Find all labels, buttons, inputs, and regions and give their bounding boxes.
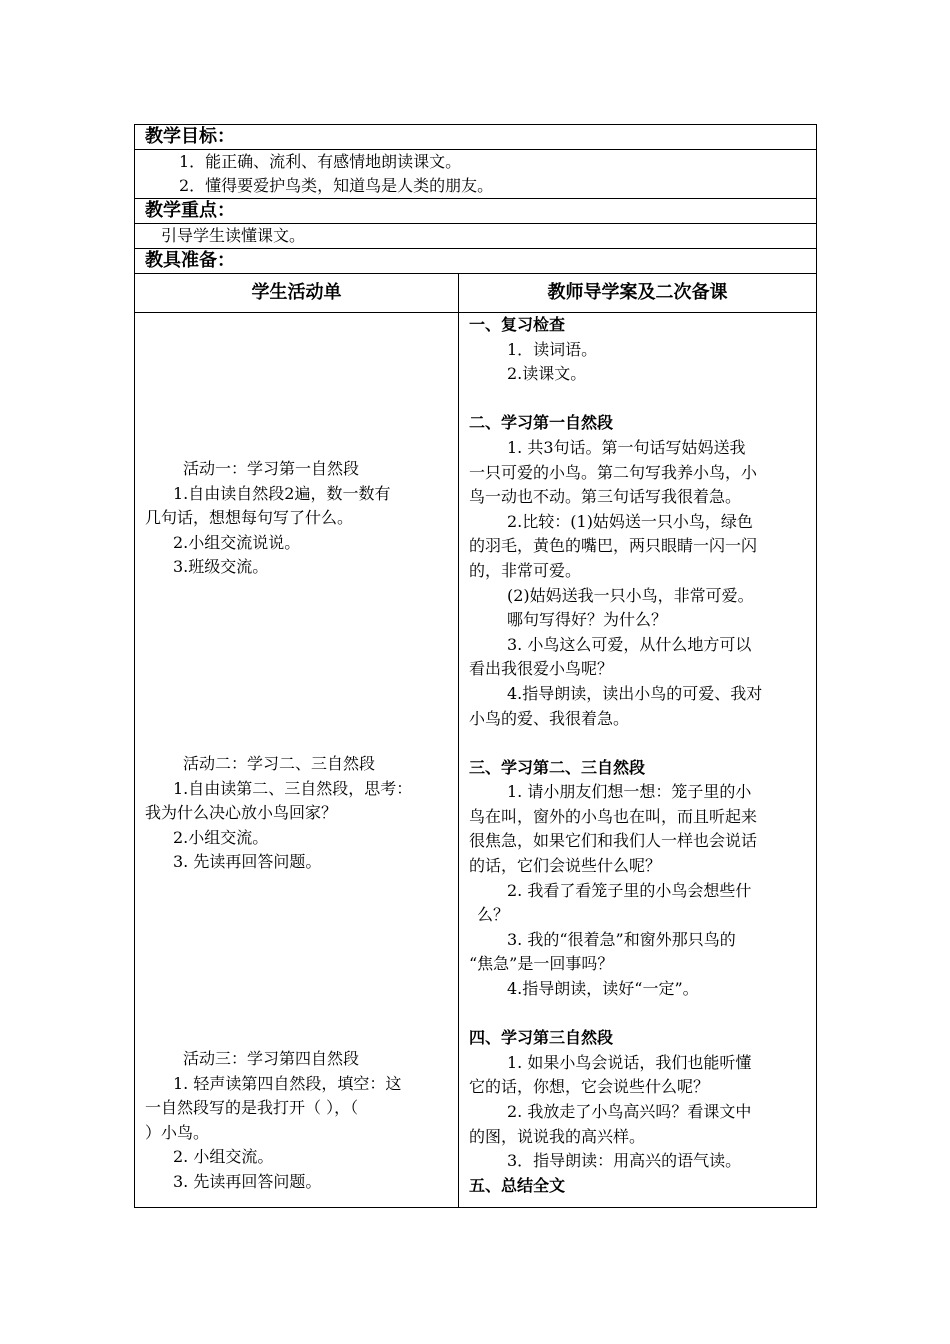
section-3-line: 3. 我的“很着急”和窗外那只鸟的 [507,929,736,949]
section-3-title: 三、学习第二、三自然段 [469,757,646,777]
activity-2-line: 我为什么决心放小鸟回家？ [145,803,338,823]
section-2-line: 2.比较：(1)姑妈送一只小鸟，绿色 [507,511,753,531]
section-2-line: 4.指导朗读，读出小鸟的可爱、我对 [507,683,763,703]
section-4-line: 3．指导朗读：用高兴的语气读。 [507,1151,742,1171]
section-2-line: 一只可爱的小鸟。第二句写我养小鸟，小 [469,462,758,482]
section-4-line: 1. 如果小鸟会说话，我们也能听懂 [507,1052,752,1072]
section-2-line: 哪句写得好？为什么？ [507,610,668,630]
section-3-line: 么？ [477,905,510,925]
activity-2-line: 2.小组交流。 [173,827,269,847]
section-3-line: 2. 我看了看笼子里的小鸟会想些什 [507,880,752,900]
section-2-line: 1. 共3句话。第一句话写姑妈送我 [507,437,746,457]
activity-1-line: 2.小组交流说说。 [173,532,301,552]
section-1-line: 1．读词语。 [507,339,598,359]
student-activity-column [135,313,459,1208]
section-3-line: “焦急”是一回事吗？ [469,954,614,974]
keypoint-label: 教学重点： [145,200,235,221]
section-2-line: 小鸟的爱、我很着急。 [469,708,630,728]
section-1-title: 一、复习检查 [469,315,566,334]
activity-2-line: 3. 先读再回答问题。 [173,852,322,872]
section-2-line: 的羽毛，黄色的嘴巴，两只眼睛一闪一闪 [469,536,758,556]
activity-3-line: 一自然段写的是我打开（ ），（ [145,1098,359,1118]
teacher-guide-column [459,313,817,1208]
tools-label: 教具准备： [145,250,235,271]
objectives-label-row [135,125,817,150]
activity-3-line: 2. 小组交流。 [173,1147,274,1167]
section-3-line: 4.指导朗读，读好“一定”。 [507,979,699,999]
section-2-line: 看出我很爱小鸟呢？ [469,659,614,679]
objective-1: 1．能正确、流利、有感情地朗读课文。 [179,152,462,171]
keypoint-row [135,224,817,249]
activity-2-line: 1.自由读第二、三自然段，思考： [173,778,413,798]
activity-3-title: 活动三：学习第四自然段 [183,1048,360,1068]
left-column-title: 学生活动单 [135,274,459,313]
activity-2-title: 活动二：学习二、三自然段 [183,753,376,773]
activity-1-line: 3.班级交流。 [173,557,269,577]
section-3-line: 很焦急，如果它们和我们人一样也会说话 [469,831,758,851]
keypoint-label-row [135,199,817,224]
activity-3-line: ）小鸟。 [145,1122,210,1142]
right-column-title: 教师导学案及二次备课 [459,274,817,313]
objectives-label: 教学目标： [145,126,235,147]
activity-1-title: 活动一：学习第一自然段 [183,459,360,478]
section-2-line: 鸟一动也不动。第三句话写我很着急。 [469,487,742,507]
activity-1-line: 几句话，想想每句写了什么。 [145,508,354,528]
objectives-row [135,150,817,199]
section-3-line: 鸟在叫，窗外的小鸟也在叫，而且听起来 [469,806,758,826]
objective-2: 2．懂得要爱护鸟类，知道鸟是人类的朋友。 [179,176,494,195]
section-2-line: (2)姑妈送我一只小鸟，非常可爱。 [507,585,754,605]
section-4-line: 2. 我放走了小鸟高兴吗？看课文中 [507,1102,752,1121]
activity-3-line: 3. 先读再回答问题。 [173,1171,322,1191]
section-5-title: 五、总结全文 [469,1175,566,1195]
section-2-line: 的，非常可爱。 [469,560,582,580]
activity-1-line: 1.自由读自然段2遍，数一数有 [173,483,391,503]
section-3-line: 的话，它们会说些什么呢？ [469,856,662,876]
section-2-title: 二、学习第一自然段 [469,413,614,433]
section-3-line: 1. 请小朋友们想一想：笼子里的小 [507,782,752,802]
section-1-line: 2.读课文。 [507,364,587,384]
section-4-line: 它的话，你想，它会说些什么呢？ [469,1077,710,1097]
activity-3-line: 1. 轻声读第四自然段，填空：这 [173,1073,402,1093]
lesson-plan-table [134,124,817,1208]
section-4-title: 四、学习第三自然段 [469,1028,614,1048]
section-2-line: 3. 小鸟这么可爱，从什么地方可以 [507,634,752,654]
keypoint-text: 引导学生读懂课文。 [161,226,306,245]
section-4-line: 的图，说说我的高兴样。 [469,1126,646,1146]
lesson-plan-page [134,124,816,1208]
tools-label-row [135,249,817,274]
